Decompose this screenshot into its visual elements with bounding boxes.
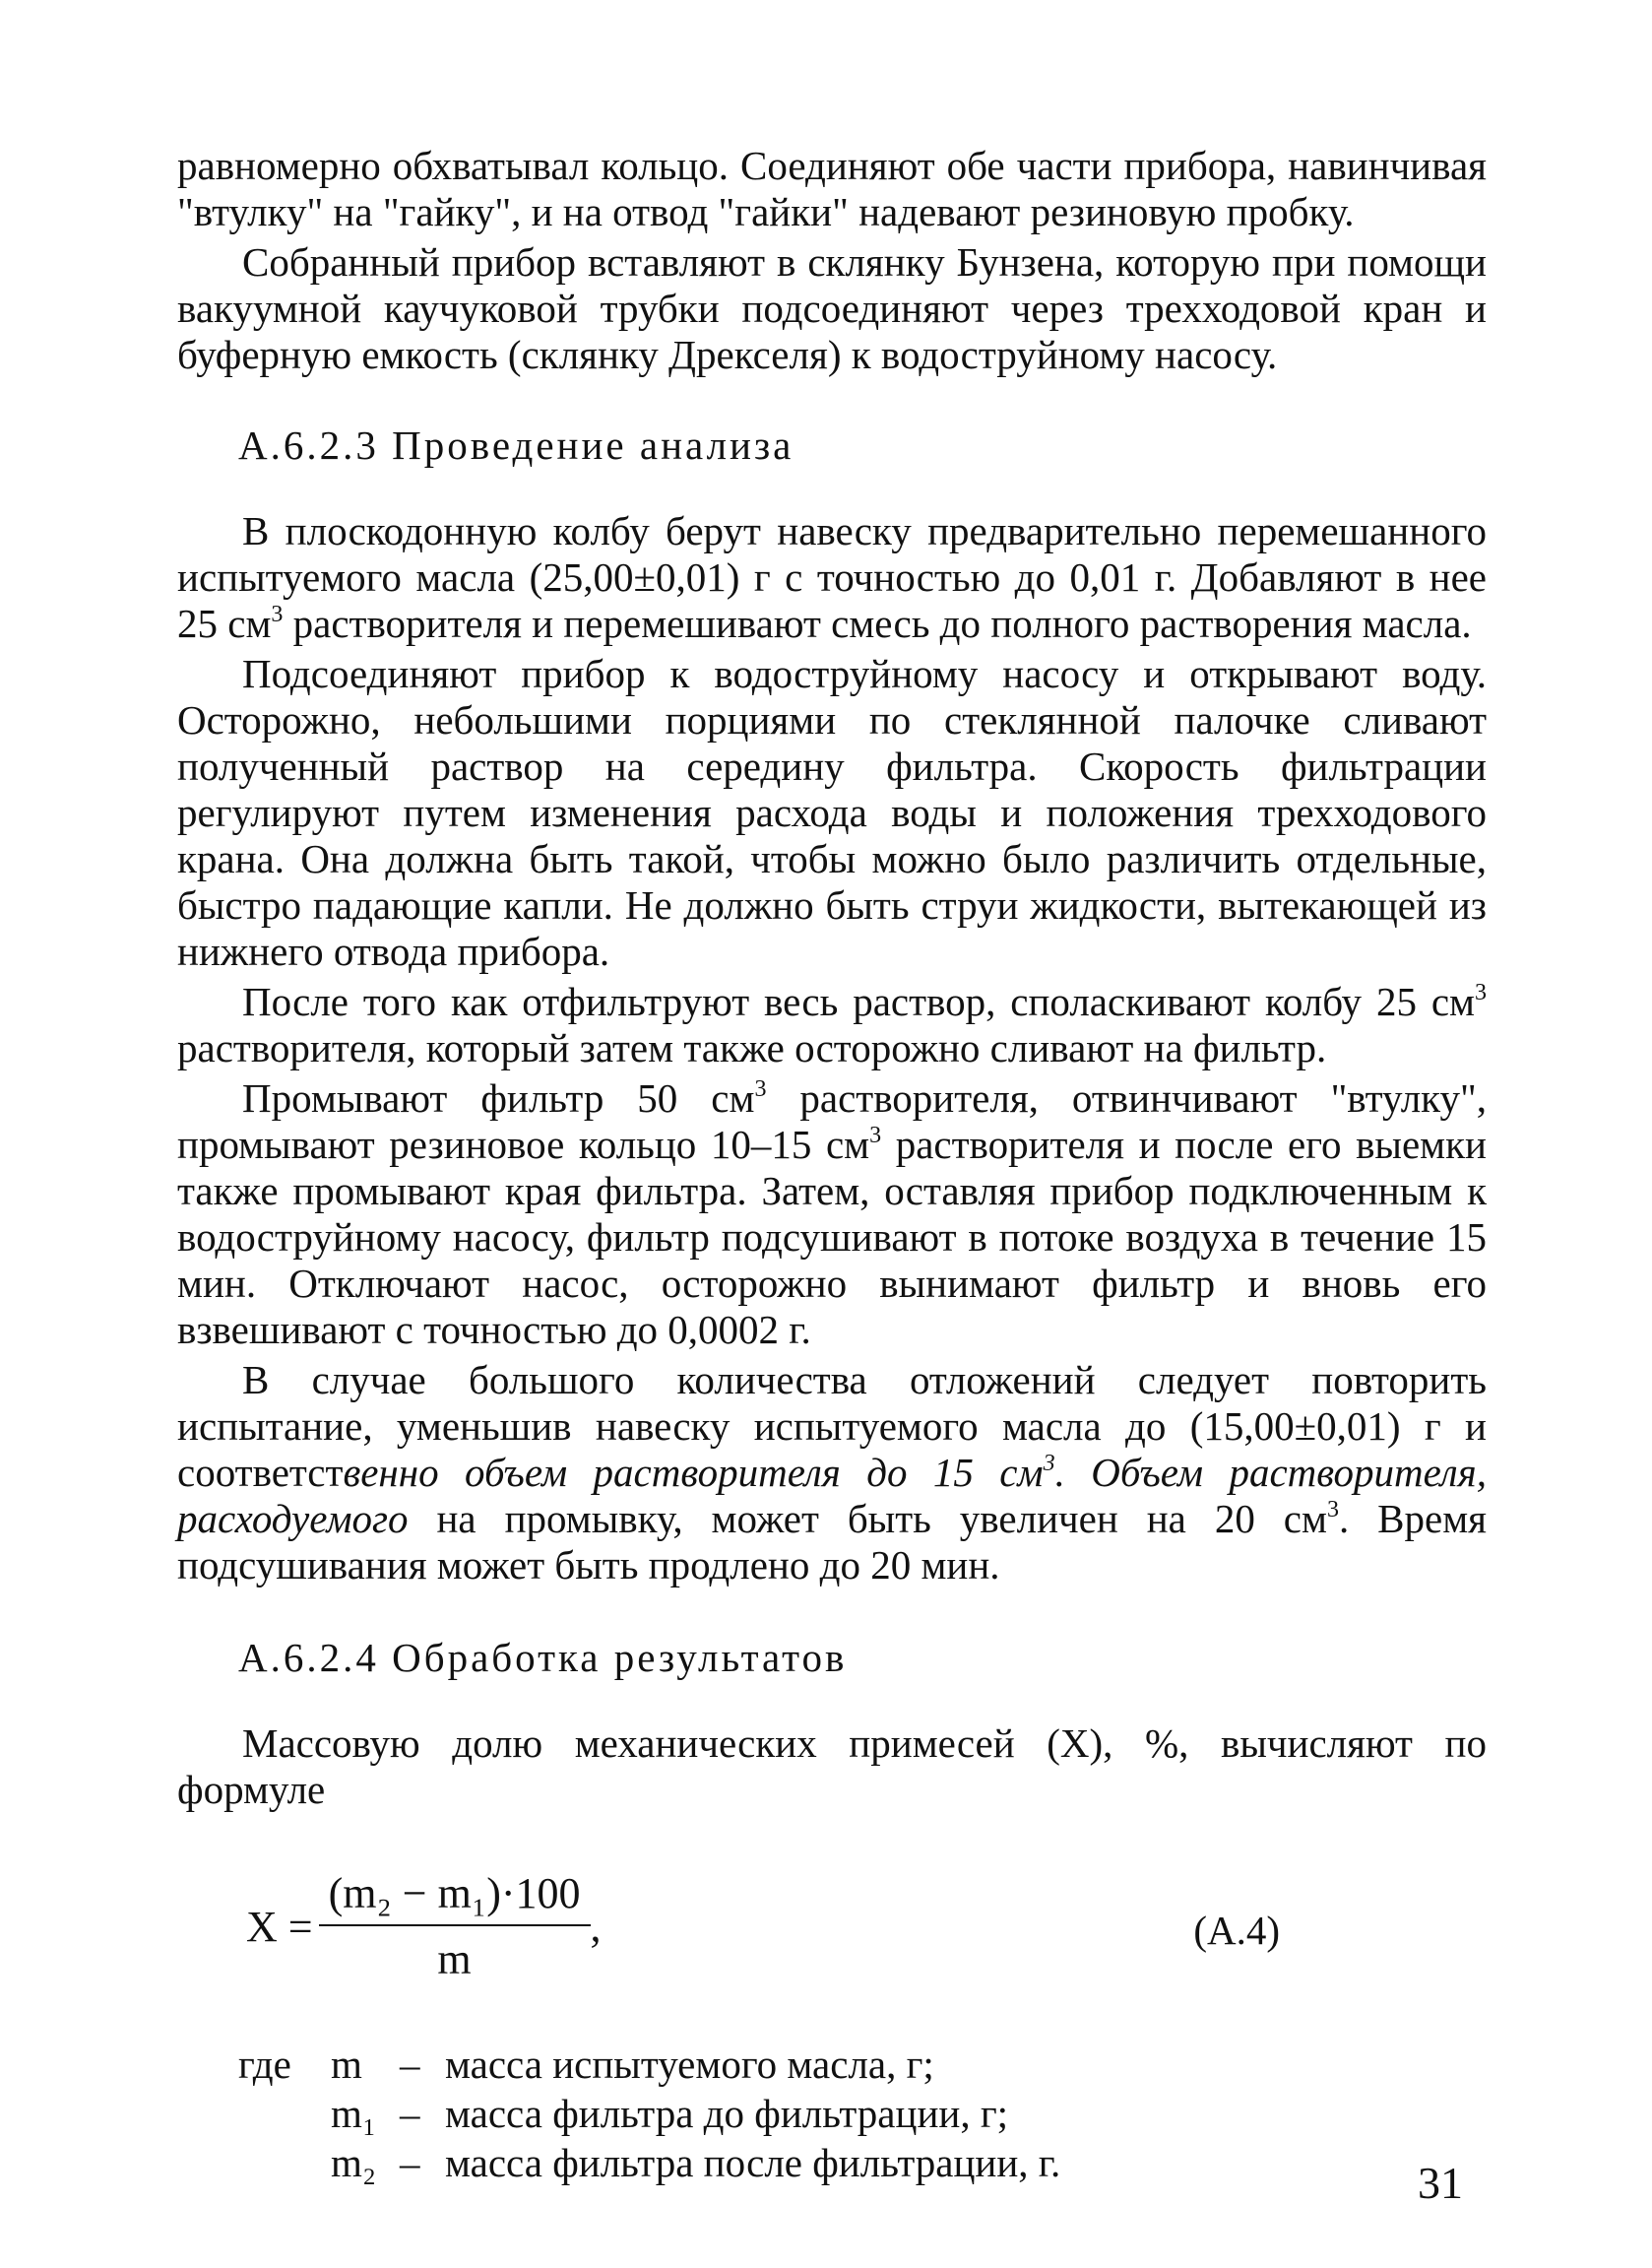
definition-lead xyxy=(177,2138,331,2187)
section-heading-analysis: А.6.2.3 Проведение анализа xyxy=(238,422,794,468)
paragraph-filtration: Подсоединяют прибор к водоструйному насосу и открывают воду. Осторожно, небольшими порциями по стеклянной палочке сливают полученный раствор на середину фильтра. Скорость фильтрации регулируют путем изменения расхода воды и положения трехходового крана. Она должна быть такой, чтобы можно было различить отдельные, быстро падающие капли. Не должно быть струи жидкости, вытекающей из нижнего отвода прибора. xyxy=(177,651,1487,974)
formula-denominator: m xyxy=(437,1935,472,1983)
page-number: 31 xyxy=(1418,2158,1463,2208)
definition-row xyxy=(177,2089,1487,2138)
definition-text: масса фильтра до фильтрации, г; xyxy=(445,2091,1009,2136)
definition-symbol: m xyxy=(331,2041,362,2087)
definition-lead xyxy=(177,2089,331,2138)
formula-trailing-comma: , xyxy=(590,1902,602,1951)
document-page xyxy=(177,143,1487,2187)
paragraph-wash-filter: Промывают фильтр 50 $см^3$ растворителя, отвинчивают "втулку", промывают резиновое кольцо 10–15 $см^3$ растворителя и после его выемки также промывают края фильтра. Затем, оставляя прибор подключенным к водоструйному насосу, фильтр подсушивают в потоке воздуха в течение 15 мин. Отключают насос, осторожно вынимают фильтр и вновь его взвешивают с точностью до 0,0002 г. xyxy=(177,1075,1488,1352)
paragraph-rinse-flask: После того как отфильтруют весь раствор, споласкивают колбу 25 $см^3$ растворителя, который затем также осторожно сливают на фильтр. xyxy=(177,979,1487,1070)
paragraph-repeat-test: В случае большого количества отложений следует повторить испытание, уменьшив навеску испытуемого масла до (15,00±0,01) г и соответственно объем растворителя до 15 $см^3$. Объем растворителя, расходуемого на промывку, может быть увеличен на 20 $см^3$. Время подсушивания может быть продлено до 20 мин. xyxy=(177,1357,1487,1588)
section-heading-results: А.6.2.4 Обработка результатов xyxy=(238,1635,848,1680)
formula-a4 xyxy=(246,1852,602,2000)
paragraph-sample-weighing: В плоскодонную колбу берут навеску предварительно перемешанного испытуемого масла (25,00±0,01) г с точностью до 0,01 г. Добавляют в нее 25 $см^3$ растворителя и перемешивают смесь до полного растворения масла. xyxy=(177,508,1487,646)
definition-dash: – xyxy=(400,2091,420,2136)
formula-lhs: X = xyxy=(246,1902,313,1951)
definition-symbol: m₁ xyxy=(331,2091,377,2136)
definition-text: масса фильтра после фильтрации, г. xyxy=(445,2140,1061,2185)
variable-definitions xyxy=(177,2040,1487,2187)
paragraph-formula-intro: Массовую долю механических примесей (X), %, вычисляют по формуле xyxy=(177,1720,1487,1812)
formula-block xyxy=(177,1852,1487,2030)
formula-fraction xyxy=(319,1868,591,1984)
definition-dash: – xyxy=(400,2140,420,2185)
equation-number: (А.4) xyxy=(1193,1908,1280,1953)
definition-row xyxy=(177,2138,1487,2187)
definition-text: масса испытуемого масла, г; xyxy=(445,2041,934,2087)
paragraph-assembly-end: равномерно обхватывал кольцо. Соединяют обе части прибора, навинчивая "втулку" на "гайку", и на отвод "гайки" надевают резиновую пробку. xyxy=(177,143,1487,234)
definition-row xyxy=(177,2040,1487,2089)
definition-dash: – xyxy=(400,2041,420,2087)
definition-lead: где xyxy=(238,2041,291,2087)
formula-numerator: (m₂ − m₁)·100 xyxy=(319,1868,591,1926)
paragraph-bunsen-flask: Собранный прибор вставляют в склянку Бунзена, которую при помощи вакуумной каучуковой трубки подсоединяют через трехходовой кран и буферную емкость (склянку Дрекселя) к водоструйному насосу. xyxy=(177,239,1487,377)
definition-symbol: m₂ xyxy=(331,2140,377,2185)
